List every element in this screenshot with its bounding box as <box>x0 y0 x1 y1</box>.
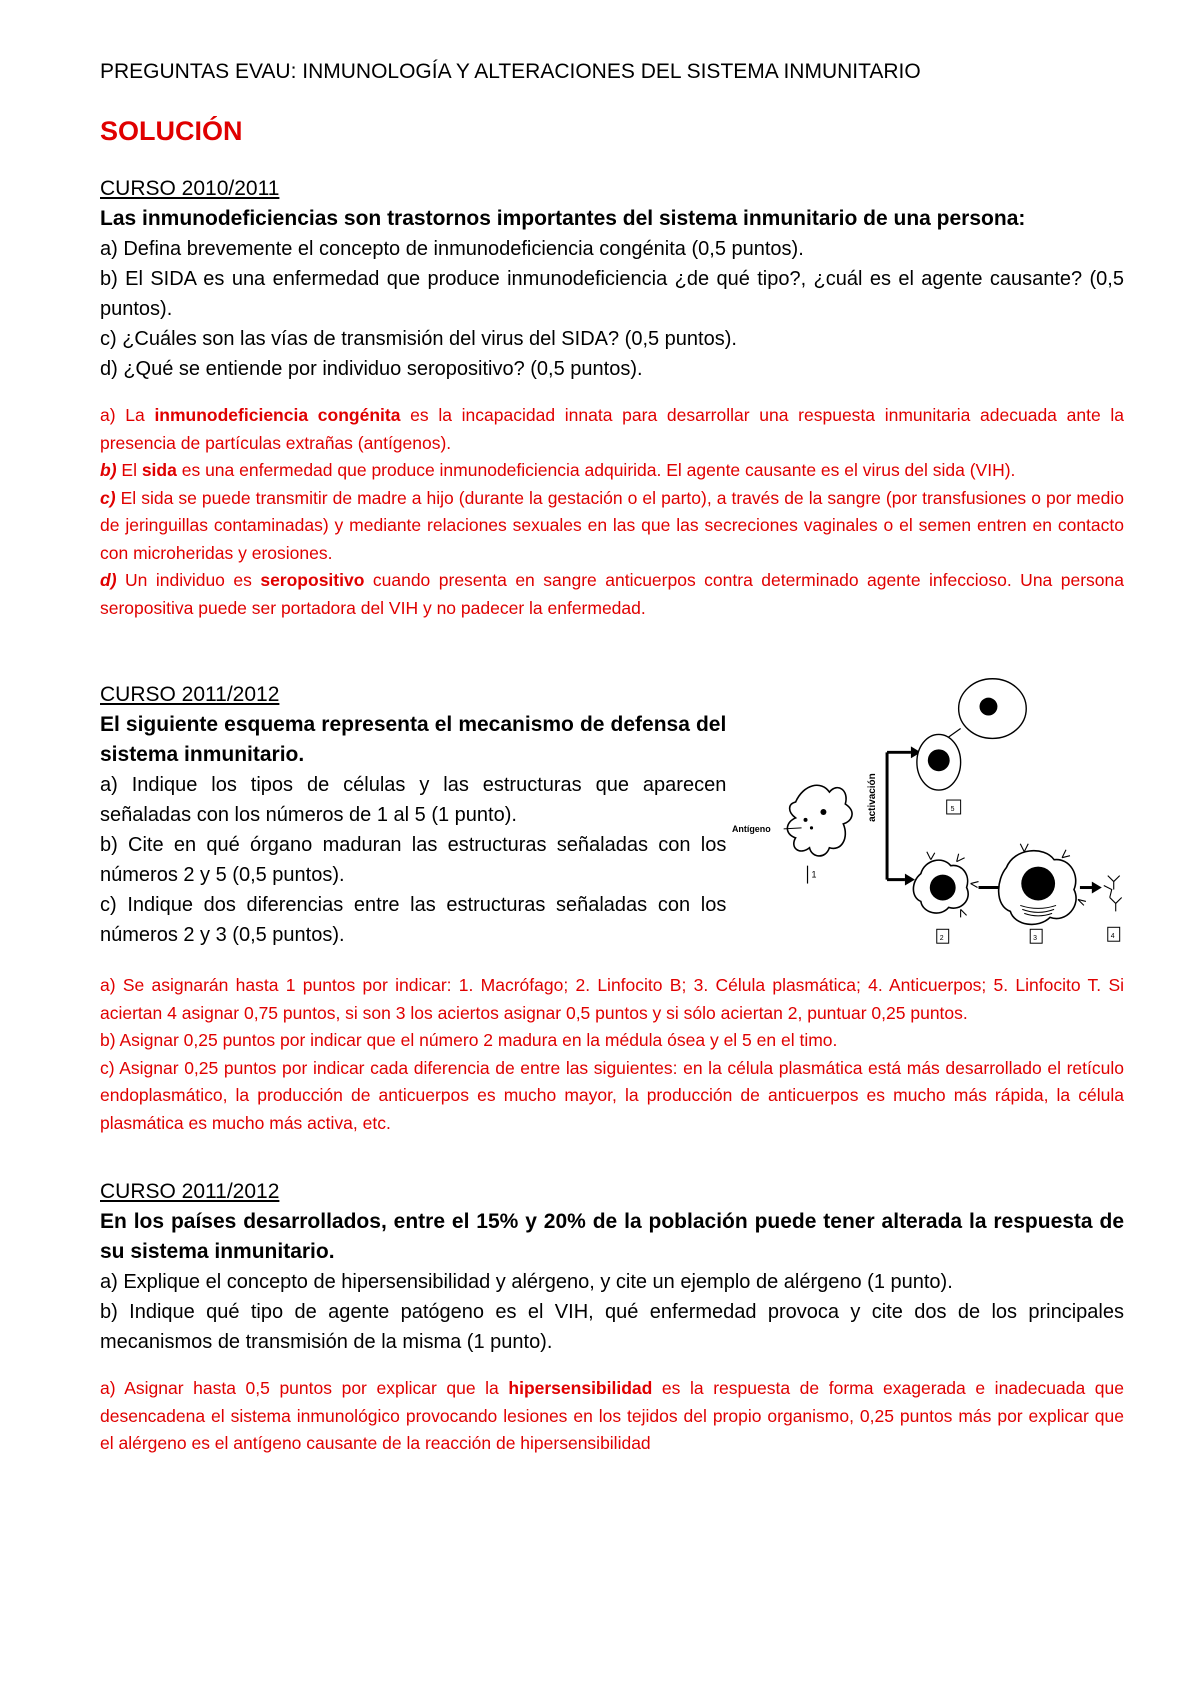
question-d: d) ¿Qué se entiende por individuo seropositivo? (0,5 puntos). <box>100 358 643 380</box>
free-antibodies <box>1104 876 1122 912</box>
section-2010-2011 <box>100 174 1124 622</box>
lymphocyte-t-nucleus <box>928 749 950 771</box>
answer-c: c) El sida se puede transmitir de madre a hijo (durante la gestación o el parto), a través de la sangre (por transfusiones o por medio de jeringuillas contaminadas) y mediante relaciones sexuales en las que las secreciones vaginales o el semen entren en contacto con microheridas y erosiones. <box>100 487 1124 563</box>
question-b: b) Indique qué tipo de agente patógeno es el VIH, qué enfermedad provoca y cite dos de los principales mecanismos de transmisión de la misma (1 punto). <box>100 1301 1124 1353</box>
section-statement: El siguiente esquema representa el mecanismo de defensa del sistema inmunitario. <box>100 713 727 766</box>
question-a: a) Defina brevemente el concepto de inmunodeficiencia congénita (0,5 puntos). <box>100 238 804 260</box>
answer-a: a) Se asignarán hasta 1 puntos por indicar: 1. Macrófago; 2. Linfocito B; 3. Célula plasmática; 4. Anticuerpos; 5. Linfocito T. Si aciertan 4 asignar 0,75 puntos, si son 3 los aciertos asignar 0,5 puntos y si sólo aciertan 2, puntuar 0,25 puntos. <box>100 975 1124 1023</box>
answer-term: hipersensibilidad <box>508 1378 653 1398</box>
antigen-dot <box>810 826 813 829</box>
answer-term: sida <box>141 460 177 480</box>
answer-a: a) La inmunodeficiencia congénita es la incapacidad innata para desarrollar una respuesta inmunitaria adecuada ante la presencia de partículas extrañas (antígenos). <box>100 405 1124 453</box>
antigen-label: Antígeno <box>732 823 772 834</box>
section-statement: Las inmunodeficiencias son trastornos importantes del sistema inmunitario de una persona: <box>100 207 1026 230</box>
b-lymphocyte-nucleus <box>930 875 956 901</box>
answer-term: inmunodeficiencia congénita <box>154 405 401 425</box>
question-c: c) Indique dos diferencias entre las estructuras señaladas con los números 2 y 3 (0,5 puntos). <box>100 894 727 946</box>
immune-defense-diagram <box>726 662 1124 952</box>
activation-label: activación <box>867 773 879 822</box>
answer-d: d) Un individuo es seropositivo cuando presenta en sangre anticuerpos contra determinado agente infeccioso. Una persona seropositiva puede ser portadora del VIH y no padecer la enfermedad. <box>100 570 1124 618</box>
solution-heading: SOLUCIÓN <box>100 116 243 146</box>
label-number-2: 2 <box>940 935 944 943</box>
macrophage-shape <box>788 785 853 856</box>
question-a: a) Explique el concepto de hipersensibilidad y alérgeno, y cite un ejemplo de alérgeno (1 punto). <box>100 1271 953 1293</box>
arrow-head <box>1092 882 1102 894</box>
macrophage-nucleus <box>821 809 827 815</box>
question-b: b) El SIDA es una enfermedad que produce inmunodeficiencia ¿de qué tipo?, ¿cuál es el agente causante? (0,5 puntos). <box>100 268 1124 320</box>
section-2011-2012-a <box>100 680 1124 1137</box>
label-number-5: 5 <box>951 805 955 813</box>
antigen-dot <box>804 818 808 822</box>
plasma-cell-nucleus <box>1022 867 1056 901</box>
section-course-label: CURSO 2010/2011 <box>100 177 280 200</box>
answer-c: c) Asignar 0,25 puntos por indicar cada diferencia de entre las siguientes: en la célula plasmática está más desarrollado el retículo endoplasmático, la producción de anticuerpos es mucho mayor, la producción de anticuerpos es mucho más rápida, la célula plasmática es mucho más activa, etc. <box>100 1057 1124 1133</box>
answer-b: b) Asignar 0,25 puntos por indicar que el número 2 madura en la médula ósea y el 5 en el timo. <box>100 1030 838 1050</box>
question-b: b) Cite en qué órgano maduran las estructuras señaladas con los números 2 y 5 (0,5 puntos). <box>100 834 727 886</box>
answer-a: a) Asignar hasta 0,5 puntos por explicar que la hipersensibilidad es la respuesta de forma exagerada e inadecuada que desencadena el sistema inmunológico provocando lesiones en los tejidos del propio organismo, 0,25 puntos más por explicar que el alérgeno es el antígeno causante de la reacción de hipersensibilidad <box>100 1378 1124 1453</box>
answers-block <box>100 972 1124 1137</box>
section-course-label: CURSO 2011/2012 <box>100 683 280 706</box>
label-number-1: 1 <box>811 869 817 880</box>
label-number-3: 3 <box>1033 935 1038 943</box>
section-course-label: CURSO 2011/2012 <box>100 1180 280 1203</box>
answers-block <box>100 1375 1124 1458</box>
answer-term: seropositivo <box>260 570 365 590</box>
section-statement: En los países desarrollados, entre el 15% y 20% de la población puede tener alterada la respuesta de su sistema inmunitario. <box>100 1210 1124 1263</box>
question-a: a) Indique los tipos de células y las estructuras que aparecen señaladas con los números de 1 al 5 (1 punto). <box>100 774 727 826</box>
label-number-4: 4 <box>1111 933 1115 941</box>
document-title: PREGUNTAS EVAU: INMUNOLOGÍA Y ALTERACIONES DEL SISTEMA INMUNITARIO <box>100 60 921 83</box>
answer-b: b) El sida es una enfermedad que produce inmunodeficiencia adquirida. El agente causante es el virus del sida (VIH). <box>100 460 1016 480</box>
section-2011-2012-b <box>100 1177 1124 1458</box>
question-c: c) ¿Cuáles son las vías de transmisión del virus del SIDA? (0,5 puntos). <box>100 328 737 350</box>
document-page <box>100 58 1124 1458</box>
t-cell-nucleus <box>980 698 998 716</box>
answers-block <box>100 402 1124 622</box>
